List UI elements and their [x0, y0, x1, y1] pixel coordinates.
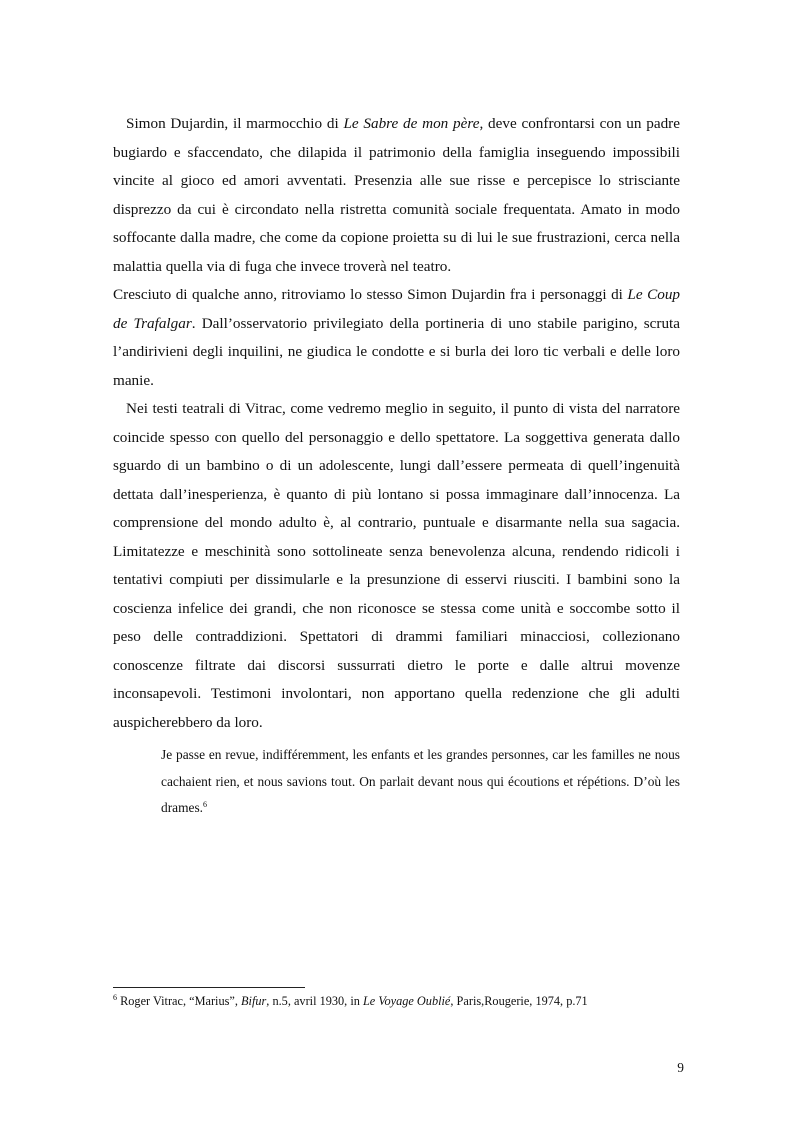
play-title-le-sabre: Le Sabre de mon père — [343, 115, 480, 132]
footnote-reference: 6 — [203, 800, 208, 809]
block-quote — [161, 742, 680, 822]
paragraph-2-text-end: . Dall’osservatorio privilegiato della portineria di uno stabile parigino, scruta l’andirivieni degli inquilini, ne giudica le condotte e si burla dei loro tic verbali e delle loro manie. — [113, 314, 680, 389]
footnote-number: 6 — [113, 993, 117, 1002]
paragraph-3-text: Nei testi teatrali di Vitrac, come vedremo meglio in seguito, il punto di vista del narratore coincide spesso con quello del personaggio e dello spettatore. La soggettiva generata dallo sguardo di un bambino o di un adolescente, lungi dall’essere permeata di quell’ingenuità dettata dall’inesperienza, è quanto di più lontano si possa immaginare dall’innocenza. La comprensione del mondo adulto è, al contrario, puntuale e disarmante nella sua sagacia. Limitatezze e meschinità sono sottolineate senza benevolenza alcuna, rendendo ridicoli i tentativi compiuti per dissimularle e la presunzione di esservi riusciti. I bambini sono la coscienza infelice dei grandi, che non riconosce se stessa come unità e soccombe sotto il peso delle contraddizioni. Spettatori di drammi familiari minacciosi, collezionano conoscenze filtrate dai discorsi sussurrati dietro le porte e dalle altrui movenze inconsapevoli. Testimoni involontari, non apportano quella redenzione che gli adulti auspicherebbero da loro. — [113, 400, 680, 731]
footnote — [113, 993, 693, 1009]
quote-paragraph — [161, 742, 680, 822]
quote-text: Je passe en revue, indifféremment, les enfants et les grandes personnes, car les familles ne nous cachaient rien, et nous savions tout. On parlait devant nous qui écoutions et répétions. D’où les drames. — [161, 747, 680, 815]
paragraph-2-text-start: Cresciuto di qualche anno, ritroviamo lo stesso Simon Dujardin fra i personaggi di — [113, 286, 628, 303]
footnote-issue: , n.5, avril 1930, in — [266, 994, 363, 1008]
footnote-divider — [113, 987, 305, 988]
paragraph-1-text-end: , deve confrontarsi con un padre bugiardo e sfaccendato, che dilapida il patrimonio della famiglia inseguendo impossibili vincite al gioco ed amori avventati. Presenzia alle sue risse e percepisce lo strisciante disprezzo da cui è circondato nella ristretta comunità sociale frequentata. Amato in modo soffocante dalla madre, che come da copione proietta su di lui le sue frustrazioni, cerca nella malattia quella via di fuga che invece troverà nel teatro. — [113, 115, 680, 275]
main-text — [113, 110, 680, 737]
paragraph-3 — [113, 395, 680, 737]
footnote-author: Roger Vitrac, “Marius”, — [117, 994, 242, 1008]
footnote-book: Le Voyage Oublié — [362, 994, 451, 1008]
paragraph-2 — [113, 281, 680, 395]
footnote-journal: Bifur — [241, 994, 267, 1008]
page-number: 9 — [677, 1060, 684, 1075]
footnote-publisher: , Paris,Rougerie, 1974, p.71 — [450, 994, 588, 1008]
paragraph-1-text-start: Simon Dujardin, il marmocchio di — [126, 115, 344, 132]
paragraph-1 — [113, 110, 680, 281]
play-title-le-coup: Le Coup de Trafalgar — [113, 286, 681, 332]
